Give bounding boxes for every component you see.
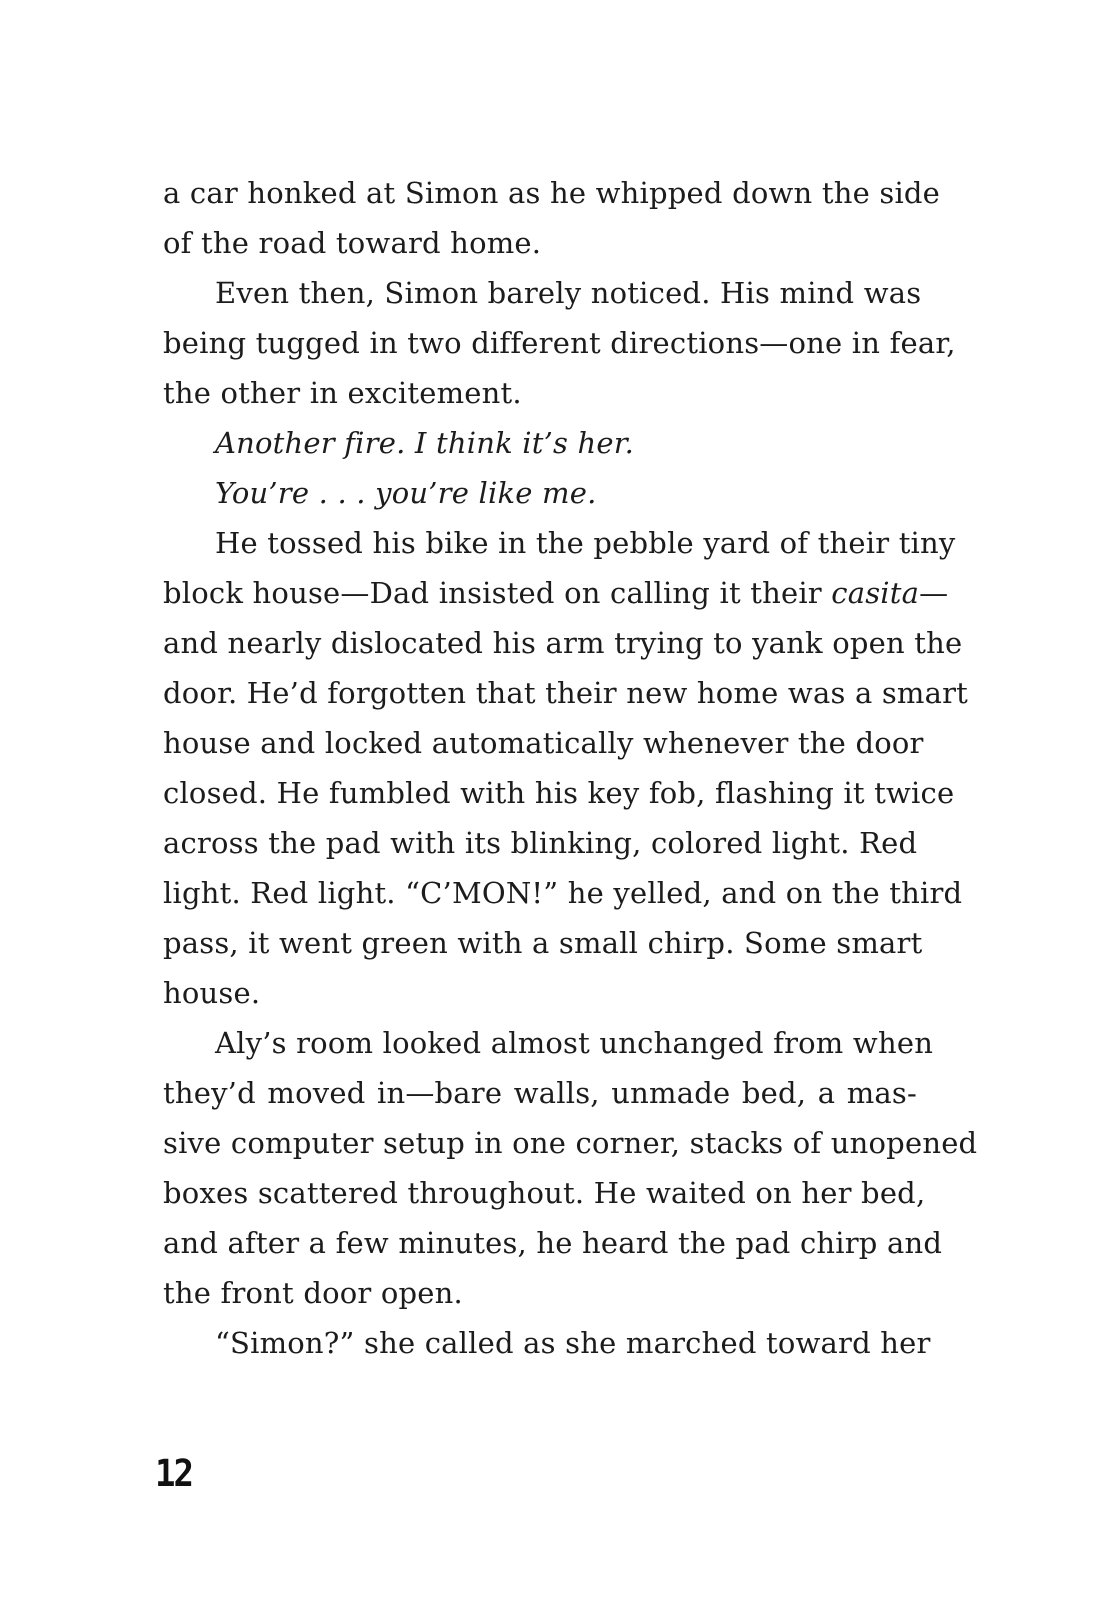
text-line-mixed	[163, 568, 949, 618]
italic-text: You’re . . . you’re like me.	[215, 476, 597, 510]
text-line: “Simon?” she called as she marched toward her	[215, 1326, 931, 1360]
italic-text: Another fire. I think it’s her.	[215, 426, 635, 460]
text-line: across the pad with its blinking, colored light. Red	[163, 826, 918, 860]
text-segment: block house—Dad insisted on calling it their	[163, 576, 832, 610]
italic-word: casita	[831, 576, 920, 610]
text-line: house.	[163, 976, 261, 1010]
page-body-text	[163, 168, 978, 1368]
text-line: the front door open.	[163, 1276, 463, 1310]
text-line: house and locked automatically whenever the door	[163, 726, 924, 760]
text-line: being tugged in two different directions—one in fear,	[163, 326, 956, 360]
text-line: Aly’s room looked almost unchanged from when	[215, 1026, 934, 1060]
text-line: of the road toward home.	[163, 226, 542, 260]
text-segment: —	[919, 576, 949, 610]
text-line: they’d moved in—bare walls, unmade bed, a mas-	[163, 1076, 917, 1110]
text-line: the other in excitement.	[163, 376, 522, 410]
text-line: and after a few minutes, he heard the pad chirp and	[163, 1226, 943, 1260]
text-line: a car honked at Simon as he whipped down the side	[163, 176, 941, 210]
italic-thought-line	[163, 468, 917, 518]
text-line: door. He’d forgotten that their new home was a smart	[163, 676, 969, 710]
text-line: Even then, Simon barely noticed. His mind was	[215, 276, 922, 310]
text-line: light. Red light. “C’MON!” he yelled, and on the third	[163, 876, 963, 910]
text-line: sive computer setup in one corner, stacks of unopened	[163, 1126, 978, 1160]
italic-thought-line	[163, 418, 917, 468]
page-number: 12	[155, 1452, 192, 1496]
text-line: He tossed his bike in the pebble yard of their tiny	[215, 526, 956, 560]
text-line: boxes scattered throughout. He waited on her bed,	[163, 1176, 926, 1210]
text-line: closed. He fumbled with his key fob, flashing it twice	[163, 776, 955, 810]
text-line: and nearly dislocated his arm trying to yank open the	[163, 626, 963, 660]
text-line: pass, it went green with a small chirp. Some smart	[163, 926, 923, 960]
